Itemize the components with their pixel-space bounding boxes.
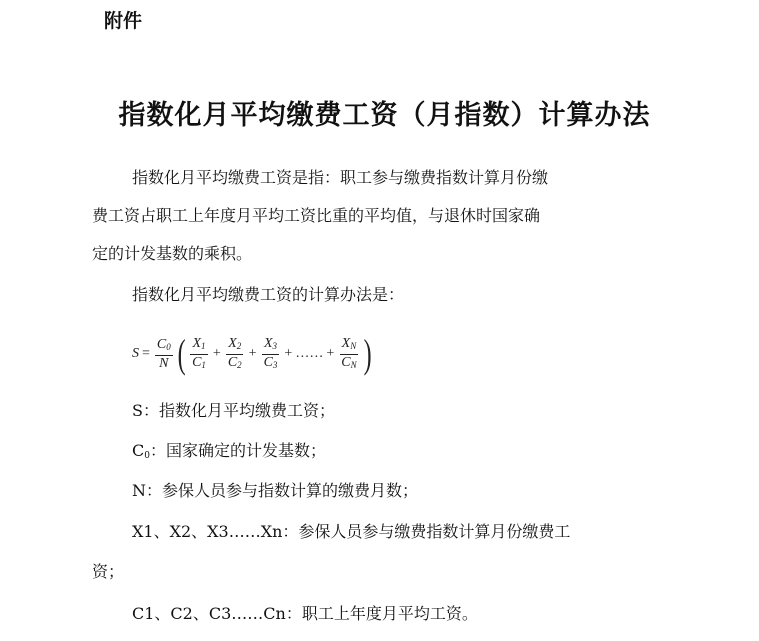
formula-coefficient: $\frac{C_0}{N}$: [156, 336, 171, 371]
formula-plus: +: [326, 346, 335, 361]
formula-lhs: S: [132, 346, 139, 361]
formula-ellipsis: ……: [295, 346, 324, 361]
formula-left-paren: (: [177, 331, 186, 376]
formula: [132, 330, 374, 378]
definition-x-line-2: 资；: [92, 562, 125, 581]
definition-c0: $C_0$：国家确定的计发基数；: [132, 441, 326, 461]
method-intro: 指数化月平均缴费工资的计算办法是：: [132, 285, 405, 304]
definition-n: N：参保人员参与指数计算的缴费月数；: [132, 481, 419, 500]
formula-plus: +: [248, 346, 257, 361]
formula-plus: +: [212, 346, 221, 361]
definition-line-3: 定的计发基数的乘积。: [92, 244, 253, 263]
formula-equals: =: [142, 346, 150, 361]
definition-x-line-1: X1、X2、X3……Xn：参保人员参与缴费指数计算月份缴费工: [132, 522, 571, 541]
formula-term-3: $\frac{X_3}{C_3}$: [263, 335, 278, 370]
formula-term-n: $\frac{X_N}{C_N}$: [341, 335, 357, 370]
definition-line-2: 费工资占职工上年度月平均工资比重的平均值，与退休时国家确: [92, 206, 541, 225]
formula-plus: +: [284, 346, 293, 361]
definition-c-line: C1、C2、C3……Cn：职工上年度月平均工资。: [132, 604, 478, 623]
formula-right-paren: ): [363, 331, 372, 376]
definition-s: S：指数化月平均缴费工资；: [132, 401, 335, 420]
attachment-label: 附件: [104, 10, 143, 32]
formula-term-1: $\frac{X_1}{C_1}$: [192, 335, 206, 370]
formula-term-2: $\frac{X_2}{C_2}$: [227, 335, 242, 370]
document-title: 指数化月平均缴费工资（月指数）计算办法: [118, 100, 651, 131]
definition-line-1: 指数化月平均缴费工资是指：职工参与缴费指数计算月份缴: [132, 168, 549, 187]
